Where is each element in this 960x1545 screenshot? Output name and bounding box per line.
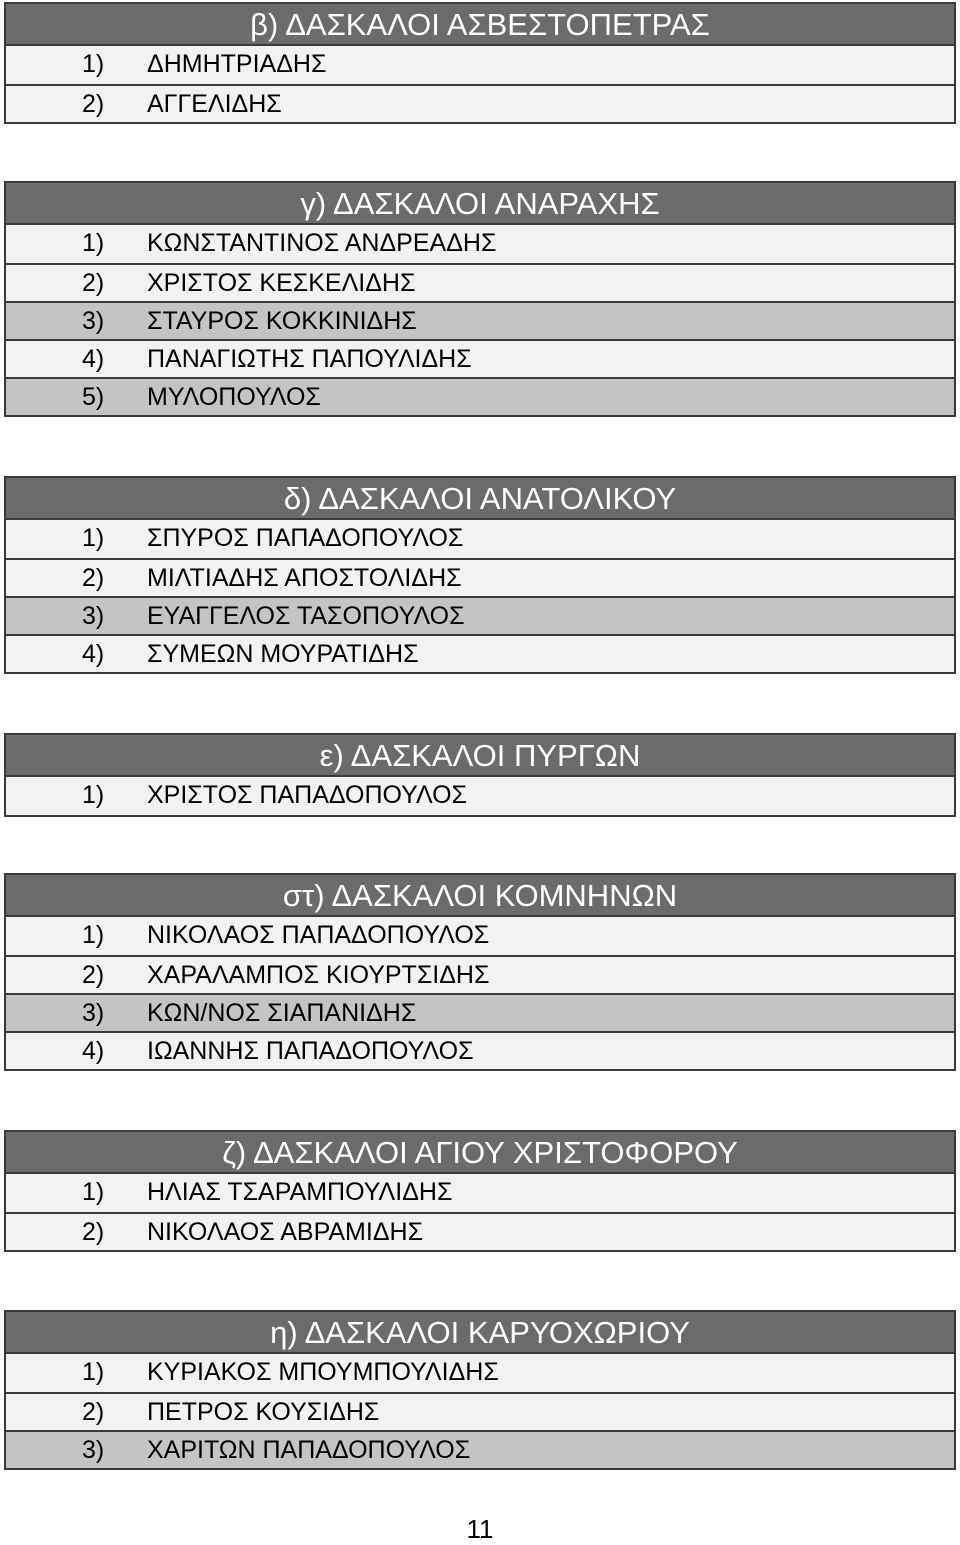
row-number: 4) (82, 640, 105, 668)
row-number: 1) (82, 781, 105, 809)
table-row (6, 1392, 954, 1430)
row-number: 4) (82, 345, 105, 373)
table-row (6, 520, 954, 558)
table-row (6, 777, 954, 815)
section-title: στ) ΔΑΣΚΑΛΟΙ ΚΟΜΝΗΝΩΝ (6, 875, 954, 917)
row-number: 1) (82, 1178, 105, 1206)
row-number: 2) (82, 1218, 105, 1246)
row-name: ΠΑΝΑΓΙΩΤΗΣ ΠΑΠΟΥΛΙΔΗΣ (147, 345, 472, 373)
section-title: γ) ΔΑΣΚΑΛΟΙ ΑΝΑΡΑΧΗΣ (6, 183, 954, 225)
row-name: ΧΑΡΑΛΑΜΠΟΣ ΚΙΟΥΡΤΣΙΔΗΣ (147, 961, 490, 989)
row-name: ΜΙΛΤΙΑΔΗΣ ΑΠΟΣΤΟΛΙΔΗΣ (147, 564, 462, 592)
row-number: 1) (82, 921, 105, 949)
table-row (6, 596, 954, 634)
section-title: β) ΔΑΣΚΑΛΟΙ ΑΣΒΕΣΤΟΠΕΤΡΑΣ (6, 4, 954, 46)
row-number: 3) (82, 602, 105, 630)
row-name: ΧΡΙΣΤΟΣ ΠΑΠΑΔΟΠΟΥΛΟΣ (147, 781, 468, 809)
row-name: ΑΓΓΕΛΙΔΗΣ (147, 90, 282, 118)
table-row (6, 46, 954, 84)
row-number: 1) (82, 50, 105, 78)
table-row (6, 377, 954, 415)
section-anatolikou (4, 476, 956, 674)
section-title: ζ) ΔΑΣΚΑΛΟΙ ΑΓΙΟΥ ΧΡΙΣΤΟΦΟΡΟΥ (6, 1132, 954, 1174)
section-title: ε) ΔΑΣΚΑΛΟΙ ΠΥΡΓΩΝ (6, 735, 954, 777)
row-name: ΣΥΜΕΩΝ ΜΟΥΡΑΤΙΔΗΣ (147, 640, 419, 668)
table-row (6, 225, 954, 263)
row-name: ΝΙΚΟΛΑΟΣ ΠΑΠΑΔΟΠΟΥΛΟΣ (147, 921, 490, 949)
table-row (6, 917, 954, 955)
table-row (6, 558, 954, 596)
row-name: ΜΥΛΟΠΟΥΛΟΣ (147, 383, 321, 411)
row-number: 2) (82, 564, 105, 592)
row-number: 3) (82, 1436, 105, 1464)
row-name: ΧΡΙΣΤΟΣ ΚΕΣΚΕΛΙΔΗΣ (147, 269, 416, 297)
table-row (6, 263, 954, 301)
row-name: ΚΥΡΙΑΚΟΣ ΜΠΟΥΜΠΟΥΛΙΔΗΣ (147, 1358, 499, 1386)
table-row (6, 955, 954, 993)
table-row (6, 993, 954, 1031)
table-row (6, 1430, 954, 1468)
row-number: 1) (82, 1358, 105, 1386)
row-name: ΗΛΙΑΣ ΤΣΑΡΑΜΠΟΥΛΙΔΗΣ (147, 1178, 453, 1206)
page-number: 11 (466, 1514, 494, 1544)
table-row (6, 634, 954, 672)
table-row (6, 301, 954, 339)
table-row (6, 1354, 954, 1392)
row-name: ΚΩΝ/ΝΟΣ ΣΙΑΠΑΝΙΔΗΣ (147, 999, 417, 1027)
row-number: 3) (82, 307, 105, 335)
row-name: ΕΥΑΓΓΕΛΟΣ ΤΑΣΟΠΟΥΛΟΣ (147, 602, 465, 630)
row-number: 2) (82, 961, 105, 989)
section-agiou-christoforou (4, 1130, 956, 1252)
row-number: 2) (82, 1398, 105, 1426)
row-name: ΧΑΡΙΤΩΝ ΠΑΠΑΔΟΠΟΥΛΟΣ (147, 1436, 471, 1464)
row-number: 2) (82, 90, 105, 118)
section-title: δ) ΔΑΣΚΑΛΟΙ ΑΝΑΤΟΛΙΚΟΥ (6, 478, 954, 520)
row-number: 1) (82, 229, 105, 257)
section-title: η) ΔΑΣΚΑΛΟΙ ΚΑΡΥΟΧΩΡΙΟΥ (6, 1312, 954, 1354)
row-name: ΙΩΑΝΝΗΣ ΠΑΠΑΔΟΠΟΥΛΟΣ (147, 1037, 474, 1065)
table-row (6, 84, 954, 122)
row-number: 4) (82, 1037, 105, 1065)
row-name: ΣΤΑΥΡΟΣ ΚΟΚΚΙΝΙΔΗΣ (147, 307, 417, 335)
table-row (6, 339, 954, 377)
row-name: ΚΩΝΣΤΑΝΤΙΝΟΣ ΑΝΔΡΕΑΔΗΣ (147, 229, 497, 257)
section-karyochoriou (4, 1310, 956, 1470)
row-name: ΝΙΚΟΛΑΟΣ ΑΒΡΑΜΙΔΗΣ (147, 1218, 424, 1246)
row-name: ΔΗΜΗΤΡΙΑΔΗΣ (147, 50, 327, 78)
row-name: ΣΠΥΡΟΣ ΠΑΠΑΔΟΠΟΥΛΟΣ (147, 524, 464, 552)
row-number: 2) (82, 269, 105, 297)
row-number: 5) (82, 383, 105, 411)
table-row (6, 1212, 954, 1250)
table-row (6, 1031, 954, 1069)
table-row (6, 1174, 954, 1212)
row-name: ΠΕΤΡΟΣ ΚΟΥΣΙΔΗΣ (147, 1398, 380, 1426)
section-anarachis (4, 181, 956, 417)
row-number: 1) (82, 524, 105, 552)
section-asvestopetras (4, 2, 956, 124)
section-pyrgon (4, 733, 956, 817)
row-number: 3) (82, 999, 105, 1027)
section-komninon (4, 873, 956, 1071)
